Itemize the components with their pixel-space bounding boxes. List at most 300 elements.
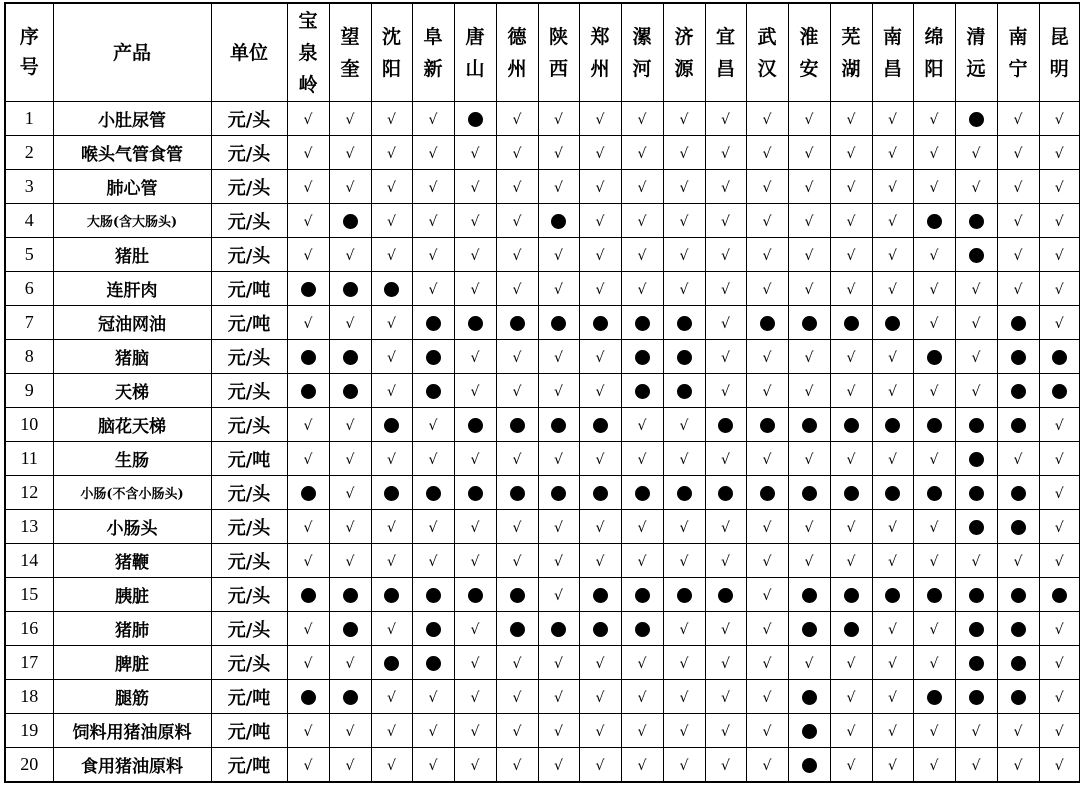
check-mark bbox=[788, 238, 830, 272]
check-mark bbox=[746, 544, 788, 578]
check-mark bbox=[1039, 102, 1080, 136]
dot-mark bbox=[621, 306, 663, 340]
dot-mark bbox=[830, 408, 872, 442]
check-mark-icon: √ bbox=[971, 349, 981, 366]
table-body bbox=[5, 102, 1080, 783]
check-mark-icon: √ bbox=[929, 553, 939, 570]
check-mark bbox=[788, 374, 830, 408]
check-mark bbox=[788, 136, 830, 170]
check-mark-icon: √ bbox=[595, 281, 605, 298]
check-mark bbox=[788, 442, 830, 476]
check-mark-icon: √ bbox=[721, 111, 730, 128]
check-mark-icon: √ bbox=[345, 111, 355, 128]
check-mark-icon: √ bbox=[1054, 315, 1064, 332]
check-mark-icon: √ bbox=[428, 757, 438, 774]
check-mark-icon: √ bbox=[971, 179, 981, 196]
check-mark bbox=[705, 714, 746, 748]
header-city: 漯 河 bbox=[621, 3, 663, 102]
dot-mark bbox=[788, 476, 830, 510]
check-mark bbox=[538, 272, 579, 306]
filled-circle-icon bbox=[635, 486, 650, 501]
check-mark bbox=[830, 748, 872, 783]
check-mark bbox=[621, 646, 663, 680]
check-mark-icon: √ bbox=[345, 179, 355, 196]
check-mark-icon: √ bbox=[387, 179, 396, 196]
check-mark bbox=[412, 102, 454, 136]
check-mark-icon: √ bbox=[804, 383, 814, 400]
check-mark-icon: √ bbox=[470, 349, 480, 366]
dot-mark bbox=[329, 374, 371, 408]
check-mark bbox=[371, 204, 412, 238]
check-mark bbox=[955, 714, 997, 748]
check-mark-icon: √ bbox=[554, 587, 563, 604]
filled-circle-icon bbox=[927, 350, 942, 365]
check-mark bbox=[579, 170, 621, 204]
check-mark-icon: √ bbox=[554, 519, 563, 536]
dot-mark bbox=[663, 578, 705, 612]
check-mark bbox=[663, 272, 705, 306]
row-product: 脾脏 bbox=[53, 646, 211, 680]
check-mark-icon: √ bbox=[1013, 111, 1023, 128]
check-mark bbox=[746, 612, 788, 646]
check-mark bbox=[329, 408, 371, 442]
check-mark-icon: √ bbox=[804, 519, 814, 536]
row-unit: 元/头 bbox=[211, 544, 287, 578]
check-mark bbox=[788, 340, 830, 374]
check-mark-icon: √ bbox=[554, 111, 563, 128]
check-mark bbox=[705, 306, 746, 340]
filled-circle-icon bbox=[593, 486, 608, 501]
check-mark bbox=[412, 510, 454, 544]
check-mark bbox=[496, 748, 538, 783]
check-mark bbox=[621, 714, 663, 748]
check-mark bbox=[913, 612, 955, 646]
header-city: 宝 泉 岭 bbox=[287, 3, 329, 102]
row-unit: 元/吨 bbox=[211, 748, 287, 783]
dot-mark bbox=[997, 340, 1039, 374]
check-mark bbox=[663, 748, 705, 783]
check-mark-icon: √ bbox=[637, 281, 647, 298]
row-product: 冠油网油 bbox=[53, 306, 211, 340]
check-mark-icon: √ bbox=[721, 349, 730, 366]
row-seq: 8 bbox=[5, 340, 53, 374]
check-mark bbox=[913, 544, 955, 578]
check-mark-icon: √ bbox=[303, 247, 313, 264]
check-mark bbox=[746, 374, 788, 408]
check-mark-icon: √ bbox=[846, 519, 856, 536]
check-mark-icon: √ bbox=[721, 553, 730, 570]
table-row bbox=[5, 748, 1080, 783]
header-city: 唐 山 bbox=[454, 3, 496, 102]
check-mark-icon: √ bbox=[679, 757, 689, 774]
filled-circle-icon bbox=[343, 350, 358, 365]
check-mark bbox=[788, 272, 830, 306]
check-mark-icon: √ bbox=[804, 213, 814, 230]
check-mark-icon: √ bbox=[971, 315, 981, 332]
check-mark bbox=[538, 238, 579, 272]
header-product: 产品 bbox=[53, 3, 211, 102]
check-mark-icon: √ bbox=[387, 689, 396, 706]
dot-mark bbox=[997, 408, 1039, 442]
check-mark-icon: √ bbox=[345, 247, 355, 264]
dot-mark bbox=[913, 578, 955, 612]
check-mark bbox=[830, 102, 872, 136]
row-seq: 14 bbox=[5, 544, 53, 578]
filled-circle-icon bbox=[802, 316, 817, 331]
check-mark bbox=[371, 306, 412, 340]
header-city: 芜 湖 bbox=[830, 3, 872, 102]
check-mark-icon: √ bbox=[679, 723, 689, 740]
row-product: 胰脏 bbox=[53, 578, 211, 612]
check-mark-icon: √ bbox=[637, 519, 647, 536]
check-mark bbox=[872, 680, 913, 714]
check-mark bbox=[955, 136, 997, 170]
check-mark bbox=[872, 714, 913, 748]
filled-circle-icon bbox=[384, 588, 399, 603]
dot-mark bbox=[705, 408, 746, 442]
filled-circle-icon bbox=[718, 418, 733, 433]
row-unit: 元/头 bbox=[211, 204, 287, 238]
check-mark bbox=[538, 748, 579, 783]
check-mark-icon: √ bbox=[428, 281, 438, 298]
filled-circle-icon bbox=[718, 588, 733, 603]
filled-circle-icon bbox=[384, 418, 399, 433]
dot-mark bbox=[371, 578, 412, 612]
filled-circle-icon bbox=[343, 588, 358, 603]
check-mark bbox=[371, 102, 412, 136]
check-mark bbox=[371, 714, 412, 748]
check-mark-icon: √ bbox=[470, 519, 480, 536]
check-mark bbox=[454, 374, 496, 408]
check-mark bbox=[454, 136, 496, 170]
filled-circle-icon bbox=[1011, 656, 1026, 671]
table-row bbox=[5, 340, 1080, 374]
filled-circle-icon bbox=[760, 418, 775, 433]
dot-mark bbox=[872, 306, 913, 340]
check-mark-icon: √ bbox=[303, 655, 313, 672]
dot-mark bbox=[997, 646, 1039, 680]
check-mark-icon: √ bbox=[679, 417, 689, 434]
check-mark-icon: √ bbox=[1054, 485, 1064, 502]
row-seq: 17 bbox=[5, 646, 53, 680]
filled-circle-icon bbox=[301, 282, 316, 297]
check-mark bbox=[872, 136, 913, 170]
dot-mark bbox=[746, 408, 788, 442]
filled-circle-icon bbox=[468, 418, 483, 433]
check-mark bbox=[538, 544, 579, 578]
check-mark-icon: √ bbox=[846, 383, 856, 400]
check-mark bbox=[287, 612, 329, 646]
filled-circle-icon bbox=[927, 486, 942, 501]
check-mark-icon: √ bbox=[679, 111, 689, 128]
dot-mark bbox=[872, 578, 913, 612]
filled-circle-icon bbox=[426, 656, 441, 671]
filled-circle-icon bbox=[635, 350, 650, 365]
check-mark bbox=[538, 714, 579, 748]
check-mark-icon: √ bbox=[929, 757, 939, 774]
check-mark bbox=[913, 442, 955, 476]
dot-mark bbox=[746, 476, 788, 510]
check-mark bbox=[579, 544, 621, 578]
check-mark-icon: √ bbox=[637, 723, 647, 740]
table-row bbox=[5, 136, 1080, 170]
dot-mark bbox=[955, 102, 997, 136]
dot-mark bbox=[621, 578, 663, 612]
check-mark-icon: √ bbox=[929, 621, 939, 638]
check-mark bbox=[496, 340, 538, 374]
dot-mark bbox=[287, 272, 329, 306]
check-mark bbox=[371, 510, 412, 544]
check-mark bbox=[579, 748, 621, 783]
check-mark bbox=[329, 748, 371, 783]
check-mark-icon: √ bbox=[470, 655, 480, 672]
check-mark bbox=[454, 748, 496, 783]
row-unit: 元/头 bbox=[211, 476, 287, 510]
check-mark bbox=[287, 204, 329, 238]
check-mark bbox=[663, 646, 705, 680]
check-mark bbox=[997, 714, 1039, 748]
check-mark-icon: √ bbox=[345, 553, 355, 570]
check-mark-icon: √ bbox=[554, 723, 563, 740]
check-mark bbox=[705, 442, 746, 476]
check-mark bbox=[830, 646, 872, 680]
check-mark-icon: √ bbox=[888, 519, 897, 536]
check-mark-icon: √ bbox=[721, 723, 730, 740]
check-mark-icon: √ bbox=[721, 689, 730, 706]
check-mark-icon: √ bbox=[470, 281, 480, 298]
check-mark bbox=[1039, 714, 1080, 748]
check-mark-icon: √ bbox=[303, 315, 313, 332]
check-mark bbox=[1039, 408, 1080, 442]
check-mark bbox=[830, 442, 872, 476]
check-mark-icon: √ bbox=[512, 383, 522, 400]
check-mark-icon: √ bbox=[470, 621, 480, 638]
dot-mark bbox=[371, 272, 412, 306]
row-product: 小肠头 bbox=[53, 510, 211, 544]
check-mark bbox=[913, 646, 955, 680]
check-mark-icon: √ bbox=[929, 111, 939, 128]
check-mark bbox=[872, 340, 913, 374]
filled-circle-icon bbox=[301, 350, 316, 365]
check-mark-icon: √ bbox=[512, 145, 522, 162]
check-mark-icon: √ bbox=[595, 383, 605, 400]
table-row bbox=[5, 442, 1080, 476]
check-mark-icon: √ bbox=[929, 655, 939, 672]
filled-circle-icon bbox=[760, 486, 775, 501]
check-mark-icon: √ bbox=[929, 383, 939, 400]
check-mark-icon: √ bbox=[846, 451, 856, 468]
check-mark-icon: √ bbox=[1054, 519, 1064, 536]
check-mark-icon: √ bbox=[1013, 553, 1023, 570]
check-mark-icon: √ bbox=[721, 519, 730, 536]
filled-circle-icon bbox=[969, 486, 984, 501]
check-mark-icon: √ bbox=[345, 519, 355, 536]
check-mark-icon: √ bbox=[428, 179, 438, 196]
filled-circle-icon bbox=[677, 350, 692, 365]
check-mark bbox=[997, 238, 1039, 272]
filled-circle-icon bbox=[343, 214, 358, 229]
check-mark bbox=[329, 170, 371, 204]
filled-circle-icon bbox=[426, 316, 441, 331]
check-mark bbox=[788, 170, 830, 204]
filled-circle-icon bbox=[1011, 384, 1026, 399]
row-product: 猪鞭 bbox=[53, 544, 211, 578]
check-mark bbox=[412, 170, 454, 204]
check-mark-icon: √ bbox=[929, 145, 939, 162]
row-product: 猪脑 bbox=[53, 340, 211, 374]
dot-mark bbox=[287, 340, 329, 374]
check-mark bbox=[872, 204, 913, 238]
filled-circle-icon bbox=[802, 622, 817, 637]
filled-circle-icon bbox=[468, 112, 483, 127]
check-mark bbox=[287, 306, 329, 340]
check-mark-icon: √ bbox=[804, 247, 814, 264]
check-mark-icon: √ bbox=[303, 145, 313, 162]
check-mark bbox=[1039, 544, 1080, 578]
row-product: 肺心管 bbox=[53, 170, 211, 204]
filled-circle-icon bbox=[969, 588, 984, 603]
check-mark-icon: √ bbox=[387, 247, 396, 264]
filled-circle-icon bbox=[384, 486, 399, 501]
check-mark bbox=[872, 170, 913, 204]
filled-circle-icon bbox=[1052, 350, 1067, 365]
check-mark bbox=[371, 340, 412, 374]
header-unit: 单位 bbox=[211, 3, 287, 102]
check-mark-icon: √ bbox=[1013, 145, 1023, 162]
check-mark-icon: √ bbox=[888, 179, 897, 196]
filled-circle-icon bbox=[1052, 588, 1067, 603]
check-mark-icon: √ bbox=[303, 417, 313, 434]
check-mark bbox=[621, 204, 663, 238]
dot-mark bbox=[955, 442, 997, 476]
check-mark bbox=[496, 442, 538, 476]
filled-circle-icon bbox=[969, 656, 984, 671]
filled-circle-icon bbox=[551, 418, 566, 433]
check-mark-icon: √ bbox=[387, 383, 396, 400]
check-mark bbox=[329, 646, 371, 680]
row-seq: 18 bbox=[5, 680, 53, 714]
check-mark bbox=[872, 646, 913, 680]
check-mark-icon: √ bbox=[512, 757, 522, 774]
row-product: 喉头气管食管 bbox=[53, 136, 211, 170]
dot-mark bbox=[788, 714, 830, 748]
check-mark-icon: √ bbox=[679, 247, 689, 264]
check-mark-icon: √ bbox=[929, 519, 939, 536]
check-mark-icon: √ bbox=[762, 383, 772, 400]
check-mark bbox=[830, 272, 872, 306]
row-product: 猪肺 bbox=[53, 612, 211, 646]
check-mark-icon: √ bbox=[804, 111, 814, 128]
row-seq: 4 bbox=[5, 204, 53, 238]
check-mark-icon: √ bbox=[971, 553, 981, 570]
check-mark bbox=[496, 204, 538, 238]
check-mark bbox=[705, 238, 746, 272]
check-mark-icon: √ bbox=[929, 179, 939, 196]
check-mark-icon: √ bbox=[303, 723, 313, 740]
check-mark bbox=[830, 340, 872, 374]
check-mark bbox=[746, 170, 788, 204]
check-mark bbox=[830, 374, 872, 408]
check-mark-icon: √ bbox=[721, 145, 730, 162]
check-mark-icon: √ bbox=[804, 553, 814, 570]
row-product: 天梯 bbox=[53, 374, 211, 408]
check-mark-icon: √ bbox=[470, 553, 480, 570]
table-row bbox=[5, 578, 1080, 612]
filled-circle-icon bbox=[677, 384, 692, 399]
dot-mark bbox=[788, 306, 830, 340]
table-row bbox=[5, 204, 1080, 238]
check-mark-icon: √ bbox=[637, 417, 647, 434]
check-mark-icon: √ bbox=[846, 111, 856, 128]
dot-mark bbox=[329, 340, 371, 374]
check-mark bbox=[746, 442, 788, 476]
filled-circle-icon bbox=[343, 384, 358, 399]
filled-circle-icon bbox=[426, 486, 441, 501]
check-mark-icon: √ bbox=[929, 281, 939, 298]
check-mark-icon: √ bbox=[929, 723, 939, 740]
dot-mark bbox=[538, 306, 579, 340]
filled-circle-icon bbox=[802, 758, 817, 773]
check-mark-icon: √ bbox=[637, 689, 647, 706]
header-city: 昆 明 bbox=[1039, 3, 1080, 102]
dot-mark bbox=[329, 204, 371, 238]
header-city: 沈 阳 bbox=[371, 3, 412, 102]
check-mark bbox=[746, 238, 788, 272]
check-mark bbox=[997, 442, 1039, 476]
dot-mark bbox=[371, 408, 412, 442]
check-mark bbox=[579, 340, 621, 374]
check-mark-icon: √ bbox=[679, 689, 689, 706]
dot-mark bbox=[955, 646, 997, 680]
check-mark bbox=[496, 238, 538, 272]
check-mark-icon: √ bbox=[345, 655, 355, 672]
table-row bbox=[5, 408, 1080, 442]
dot-mark bbox=[788, 612, 830, 646]
filled-circle-icon bbox=[384, 656, 399, 671]
check-mark bbox=[412, 238, 454, 272]
row-unit: 元/头 bbox=[211, 646, 287, 680]
check-mark bbox=[579, 510, 621, 544]
dot-mark bbox=[579, 578, 621, 612]
product-city-table bbox=[4, 2, 1080, 783]
check-mark-icon: √ bbox=[303, 621, 313, 638]
check-mark bbox=[287, 646, 329, 680]
check-mark bbox=[621, 748, 663, 783]
filled-circle-icon bbox=[426, 622, 441, 637]
header-city: 陕 西 bbox=[538, 3, 579, 102]
check-mark bbox=[454, 238, 496, 272]
check-mark bbox=[538, 136, 579, 170]
filled-circle-icon bbox=[593, 588, 608, 603]
check-mark-icon: √ bbox=[721, 621, 730, 638]
dot-mark bbox=[579, 612, 621, 646]
header-city: 德 州 bbox=[496, 3, 538, 102]
check-mark bbox=[579, 680, 621, 714]
check-mark bbox=[705, 646, 746, 680]
check-mark bbox=[663, 238, 705, 272]
check-mark bbox=[1039, 680, 1080, 714]
check-mark bbox=[454, 272, 496, 306]
table-header-row bbox=[5, 3, 1080, 102]
filled-circle-icon bbox=[1011, 622, 1026, 637]
dot-mark bbox=[830, 578, 872, 612]
check-mark-icon: √ bbox=[762, 349, 772, 366]
row-seq: 6 bbox=[5, 272, 53, 306]
check-mark bbox=[997, 170, 1039, 204]
check-mark-icon: √ bbox=[929, 315, 939, 332]
check-mark bbox=[830, 170, 872, 204]
dot-mark bbox=[371, 476, 412, 510]
